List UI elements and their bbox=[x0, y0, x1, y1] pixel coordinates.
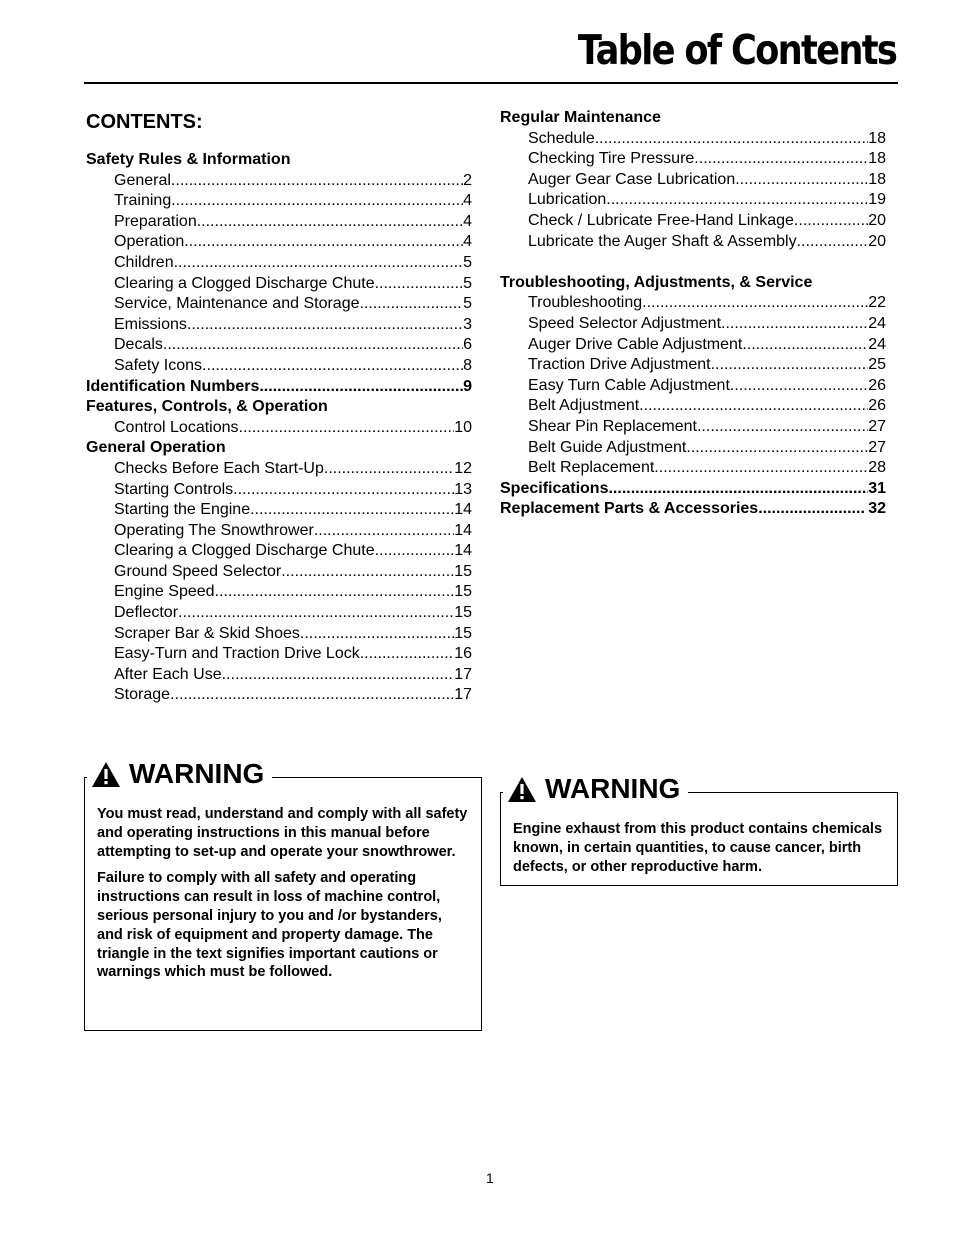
toc-entry-label: Checking Tire Pressure bbox=[528, 150, 695, 168]
title-divider bbox=[84, 82, 898, 84]
toc-entry-label: Checks Before Each Start-Up bbox=[114, 459, 324, 477]
toc-entry bbox=[500, 170, 886, 191]
toc-main-entry bbox=[500, 479, 886, 500]
toc-dot-leader bbox=[608, 479, 868, 500]
warning-paragraph: Engine exhaust from this product contains chemicals known, in certain quantities, to cause cancer, birth defects, or other reproductive harm. bbox=[513, 821, 883, 875]
toc-page-number: 5 bbox=[463, 295, 472, 313]
toc-page-number: 6 bbox=[463, 336, 472, 354]
toc-entry bbox=[86, 644, 472, 665]
toc-dot-leader bbox=[654, 458, 868, 479]
toc-entry-label: Identification Numbers bbox=[86, 377, 260, 395]
toc-entry bbox=[500, 355, 886, 376]
toc-dot-leader bbox=[606, 190, 868, 211]
toc-dot-leader bbox=[742, 335, 868, 356]
toc-entry-label: Control Locations bbox=[114, 418, 239, 436]
toc-dot-leader bbox=[233, 480, 454, 501]
toc-page-number: 14 bbox=[454, 542, 472, 560]
toc-dot-leader bbox=[174, 253, 464, 274]
toc-entry bbox=[500, 190, 886, 211]
toc-entry-label: Operating The Snowthrower bbox=[114, 521, 314, 539]
toc-page-number: 26 bbox=[868, 376, 886, 394]
toc-list-right bbox=[500, 108, 886, 520]
toc-dot-leader bbox=[375, 541, 455, 562]
toc-entry-label: Belt Replacement bbox=[528, 459, 655, 477]
toc-entry-label: Schedule bbox=[528, 129, 595, 147]
toc-entry-label: Children bbox=[114, 253, 174, 271]
toc-entry-label: After Each Use bbox=[114, 665, 222, 683]
contents-heading: CONTENTS: bbox=[86, 111, 203, 133]
toc-entry bbox=[500, 129, 886, 150]
toc-entry bbox=[500, 149, 886, 170]
toc-dot-leader bbox=[721, 314, 868, 335]
toc-entry bbox=[86, 665, 472, 686]
warning-text-right bbox=[501, 793, 897, 876]
toc-entry-label: Clearing a Clogged Discharge Chute bbox=[114, 542, 375, 560]
toc-dot-leader bbox=[697, 417, 868, 438]
toc-dot-leader bbox=[171, 171, 463, 192]
toc-dot-leader bbox=[735, 170, 868, 191]
toc-left-column bbox=[86, 108, 472, 706]
toc-page-number: 25 bbox=[868, 356, 886, 374]
toc-entry bbox=[86, 500, 472, 521]
toc-entry-label: Check / Lubricate Free-Hand Linkage bbox=[528, 211, 794, 229]
toc-entry bbox=[86, 335, 472, 356]
toc-dot-leader bbox=[711, 355, 869, 376]
toc-page-number: 4 bbox=[463, 212, 472, 230]
toc-dot-leader bbox=[178, 603, 454, 624]
toc-section-title: General Operation bbox=[86, 439, 226, 457]
toc-dot-leader bbox=[694, 149, 868, 170]
toc-entry-label: Service, Maintenance and Storage bbox=[114, 295, 360, 313]
toc-page-number: 14 bbox=[454, 501, 472, 519]
toc-page-number: 10 bbox=[454, 418, 472, 436]
toc-page-number: 4 bbox=[463, 233, 472, 251]
toc-page-number: 14 bbox=[454, 521, 472, 539]
toc-section-title: Troubleshooting, Adjustments, & Service bbox=[500, 273, 813, 291]
toc-entry-label: Speed Selector Adjustment bbox=[528, 314, 722, 332]
toc-list-left bbox=[86, 150, 472, 706]
toc-entry bbox=[500, 376, 886, 397]
toc-entry-label: Lubrication bbox=[528, 191, 607, 209]
toc-entry bbox=[86, 541, 472, 562]
warning-header-right bbox=[503, 773, 688, 805]
toc-dot-leader bbox=[375, 274, 464, 295]
toc-entry bbox=[86, 459, 472, 480]
toc-page-number: 20 bbox=[868, 211, 886, 229]
toc-entry bbox=[86, 315, 472, 336]
warning-title-right: WARNING bbox=[545, 773, 681, 804]
toc-entry-label: Clearing a Clogged Discharge Chute bbox=[114, 274, 375, 292]
toc-entry bbox=[500, 396, 886, 417]
toc-entry bbox=[500, 438, 886, 459]
warning-box-left bbox=[84, 758, 482, 1031]
toc-entry-label: Emissions bbox=[114, 315, 187, 333]
toc-dot-leader bbox=[250, 500, 454, 521]
toc-entry bbox=[500, 335, 886, 356]
toc-page-number: 15 bbox=[454, 562, 472, 580]
toc-entry bbox=[500, 211, 886, 232]
toc-dot-leader bbox=[281, 562, 454, 583]
toc-entry bbox=[86, 418, 472, 439]
toc-dot-leader bbox=[359, 294, 463, 315]
toc-dot-leader bbox=[324, 459, 454, 480]
warning-box-right bbox=[500, 773, 898, 886]
warning-paragraph: You must read, understand and comply with all safety and operating instructions in this manual before attempting to set-up and operate your snowthrower. bbox=[97, 806, 468, 860]
page-number: 1 bbox=[486, 1170, 494, 1186]
toc-entry bbox=[86, 191, 472, 212]
page-title: Table of Contents bbox=[577, 26, 896, 74]
toc-entry bbox=[500, 232, 886, 253]
warning-triangle-icon bbox=[91, 761, 121, 788]
toc-dot-leader bbox=[222, 665, 455, 686]
toc-page-number: 15 bbox=[454, 624, 472, 642]
toc-dot-leader bbox=[170, 685, 454, 706]
toc-entry bbox=[86, 521, 472, 542]
toc-dot-leader bbox=[184, 232, 463, 253]
toc-page-number: 31 bbox=[868, 479, 886, 497]
toc-entry-label: Traction Drive Adjustment bbox=[528, 356, 711, 374]
toc-dot-leader bbox=[202, 356, 463, 377]
toc-dot-leader bbox=[639, 396, 868, 417]
toc-entry-label: Troubleshooting bbox=[528, 294, 643, 312]
toc-page-number: 3 bbox=[463, 315, 472, 333]
toc-main-entry bbox=[500, 499, 886, 520]
toc-page-number: 32 bbox=[863, 500, 886, 518]
toc-entry bbox=[86, 212, 472, 233]
toc-entry-label: Scraper Bar & Skid Shoes bbox=[114, 624, 300, 642]
toc-entry bbox=[500, 417, 886, 438]
toc-entry-label: Decals bbox=[114, 336, 163, 354]
toc-page-number: 9 bbox=[463, 377, 472, 395]
toc-page-number: 17 bbox=[454, 665, 472, 683]
toc-entry bbox=[86, 685, 472, 706]
toc-dot-leader bbox=[797, 232, 869, 253]
toc-entry-label: Easy-Turn and Traction Drive Lock bbox=[114, 645, 360, 663]
toc-dot-leader bbox=[686, 438, 868, 459]
toc-entry bbox=[86, 582, 472, 603]
toc-entry-label: Operation bbox=[114, 233, 185, 251]
toc-dot-leader bbox=[163, 335, 463, 356]
toc-dot-leader bbox=[300, 624, 454, 645]
toc-page-number: 26 bbox=[868, 397, 886, 415]
toc-dot-leader bbox=[794, 211, 868, 232]
toc-entry-label: Safety Icons bbox=[114, 356, 203, 374]
toc-entry bbox=[86, 294, 472, 315]
toc-entry-label: Easy Turn Cable Adjustment bbox=[528, 376, 730, 394]
toc-dot-leader bbox=[197, 212, 463, 233]
toc-dot-leader bbox=[171, 191, 463, 212]
toc-page-number: 5 bbox=[463, 253, 472, 271]
toc-page-number: 2 bbox=[463, 171, 472, 189]
toc-page-number: 18 bbox=[868, 129, 886, 147]
toc-dot-leader bbox=[360, 644, 454, 665]
toc-entry bbox=[86, 253, 472, 274]
warning-text-left bbox=[85, 778, 481, 982]
toc-entry-label: Deflector bbox=[114, 604, 179, 622]
toc-page-number: 16 bbox=[454, 645, 472, 663]
toc-dot-leader bbox=[259, 377, 463, 398]
toc-entry-label: Belt Adjustment bbox=[528, 397, 640, 415]
toc-section-title: Regular Maintenance bbox=[500, 109, 661, 126]
toc-page-number: 15 bbox=[454, 583, 472, 601]
toc-dot-leader bbox=[215, 582, 455, 603]
warning-header-left bbox=[87, 758, 272, 790]
toc-entry-label: Preparation bbox=[114, 212, 197, 230]
toc-entry-label: Shear Pin Replacement bbox=[528, 417, 697, 435]
toc-spacer bbox=[500, 252, 886, 273]
toc-page-number: 28 bbox=[868, 459, 886, 477]
toc-entry-label: Specifications bbox=[500, 479, 609, 497]
toc-entry-label: Storage bbox=[114, 686, 171, 704]
toc-entry bbox=[86, 274, 472, 295]
toc-page-number: 17 bbox=[454, 686, 472, 704]
toc-page-number: 4 bbox=[463, 192, 472, 210]
toc-page-number: 12 bbox=[454, 459, 472, 477]
toc-page-number: 19 bbox=[868, 191, 886, 209]
toc-dot-leader bbox=[595, 129, 868, 150]
toc-entry bbox=[86, 356, 472, 377]
toc-entry bbox=[500, 293, 886, 314]
toc-main-entry bbox=[86, 377, 472, 398]
warning-triangle-icon bbox=[507, 776, 537, 803]
toc-dot-leader bbox=[758, 499, 864, 520]
toc-entry-label: Starting the Engine bbox=[114, 501, 251, 519]
toc-entry bbox=[86, 232, 472, 253]
toc-entry bbox=[86, 624, 472, 645]
warning-title-left: WARNING bbox=[129, 758, 265, 789]
toc-dot-leader bbox=[730, 376, 868, 397]
toc-dot-leader bbox=[239, 418, 455, 439]
toc-entry-label: Auger Drive Cable Adjustment bbox=[528, 335, 743, 353]
toc-entry bbox=[86, 562, 472, 583]
toc-dot-leader bbox=[314, 521, 454, 542]
toc-section-title: Safety Rules & Information bbox=[86, 151, 291, 168]
toc-entry bbox=[500, 458, 886, 479]
toc-page-number: 24 bbox=[868, 314, 886, 332]
toc-entry bbox=[86, 603, 472, 624]
toc-page-number: 18 bbox=[868, 170, 886, 188]
toc-section-title: Features, Controls, & Operation bbox=[86, 398, 328, 416]
toc-entry-label: Engine Speed bbox=[114, 583, 215, 601]
toc-entry bbox=[500, 314, 886, 335]
toc-page-number: 13 bbox=[454, 480, 472, 498]
toc-page-number: 27 bbox=[868, 417, 886, 435]
toc-page-number: 15 bbox=[454, 604, 472, 622]
toc-entry-label: Belt Guide Adjustment bbox=[528, 438, 687, 456]
toc-entry bbox=[86, 480, 472, 501]
toc-page-number: 22 bbox=[868, 294, 886, 312]
toc-page-number: 8 bbox=[463, 356, 472, 374]
toc-page-number: 20 bbox=[868, 232, 886, 250]
toc-entry-label: Ground Speed Selector bbox=[114, 562, 282, 580]
toc-entry-label: Starting Controls bbox=[114, 480, 234, 498]
toc-page-number: 24 bbox=[868, 335, 886, 353]
warning-paragraph: Failure to comply with all safety and operating instructions can result in loss of machine control, serious personal injury to you and /or bystanders, and risk of equipment and property damage. The triangle in the text signifies important cautions or warnings which must be followed. bbox=[97, 870, 442, 981]
toc-entry-label: General bbox=[114, 171, 171, 189]
toc-entry-label: Auger Gear Case Lubrication bbox=[528, 170, 736, 188]
toc-dot-leader bbox=[642, 293, 868, 314]
toc-page-number: 27 bbox=[868, 438, 886, 456]
toc-dot-leader bbox=[187, 315, 463, 336]
toc-page-number: 18 bbox=[868, 150, 886, 168]
toc-entry bbox=[86, 171, 472, 192]
toc-entry-label: Replacement Parts & Accessories bbox=[500, 500, 759, 518]
toc-entry-label: Training bbox=[114, 192, 172, 210]
toc-entry-label: Lubricate the Auger Shaft & Assembly bbox=[528, 232, 797, 250]
toc-page-number: 5 bbox=[463, 274, 472, 292]
toc-right-column bbox=[500, 108, 886, 520]
